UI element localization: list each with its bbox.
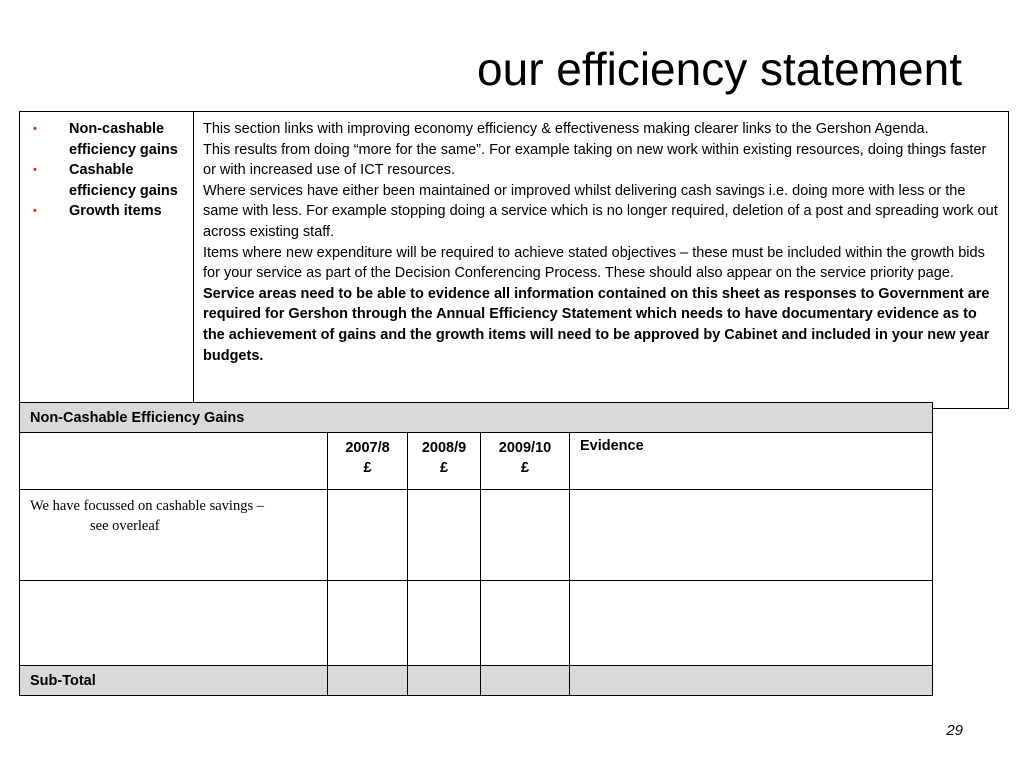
subtotal-row — [20, 666, 933, 696]
value-cell — [328, 581, 408, 666]
value-cell — [481, 581, 570, 666]
year-column-header: 2009/10 £ — [481, 433, 570, 490]
subtotal-value-cell — [408, 666, 481, 696]
evidence-cell — [570, 490, 933, 581]
table-heading: Non-Cashable Efficiency Gains — [20, 403, 933, 433]
evidence-column-header: Evidence — [570, 433, 933, 490]
year-column-header: 2008/9 £ — [408, 433, 481, 490]
page-number: 29 — [946, 722, 963, 739]
info-table — [19, 111, 1009, 409]
bullet-icon: • — [33, 164, 37, 176]
table-row — [20, 490, 933, 581]
subtotal-evidence-cell — [570, 666, 933, 696]
subtotal-label: Sub-Total — [20, 666, 328, 696]
value-cell — [408, 490, 481, 581]
bullet-icon: • — [33, 205, 37, 217]
table-row — [20, 581, 933, 666]
evidence-cell — [570, 581, 933, 666]
subtotal-value-cell — [328, 666, 408, 696]
description-paragraph: Where services have either been maintained or improved whilst delivering cash savings i.e. doing more with less or the same with less. For example stopping doing a service which is no longer required, deletion of a post and spreading work out across existing staff. — [203, 182, 998, 240]
gain-description-cell — [20, 581, 328, 666]
year-column-header: 2007/8 £ — [328, 433, 408, 490]
category-list-cell — [20, 112, 194, 408]
value-cell — [408, 581, 481, 666]
description-cell — [194, 112, 1008, 366]
category-item: • Non-cashable efficiency gains — [33, 121, 178, 158]
table-heading-row — [20, 403, 933, 433]
category-item: • Cashable efficiency gains — [33, 162, 178, 199]
description-paragraph: This section links with improving economy efficiency & effectiveness making clearer links to the Gershon Agenda. — [203, 121, 929, 137]
description-paragraph: Items where new expenditure will be required to achieve stated objectives – these must be included within the growth bids for your service as part of the Decision Conferencing Process. These should also appear on the service priority page. — [203, 244, 985, 282]
category-item: • Growth items — [20, 201, 193, 222]
slide-title: our efficiency statement — [477, 43, 962, 95]
non-cashable-gains-table — [19, 402, 933, 696]
subtotal-value-cell — [481, 666, 570, 696]
category-list — [20, 119, 193, 222]
bullet-icon: • — [33, 123, 37, 135]
column-header-row — [20, 433, 933, 490]
evidence-requirement-note: Service areas need to be able to evidence all information contained on this sheet as responses to Government are required for Gershon through the Annual Efficiency Statement which needs to have documentary evidence as to the achievement of gains and the growth items will need to be approved by Cabinet and included in your new year budgets. — [203, 285, 990, 364]
description-paragraph: This results from doing “more for the same”. For example taking on new work within existing resources, doing things faster or with increased use of ICT resources. — [203, 141, 987, 179]
value-cell — [328, 490, 408, 581]
empty-header-cell — [20, 433, 328, 490]
gain-description-cell: We have focussed on cashable savings – see overleaf — [20, 490, 328, 581]
value-cell — [481, 490, 570, 581]
